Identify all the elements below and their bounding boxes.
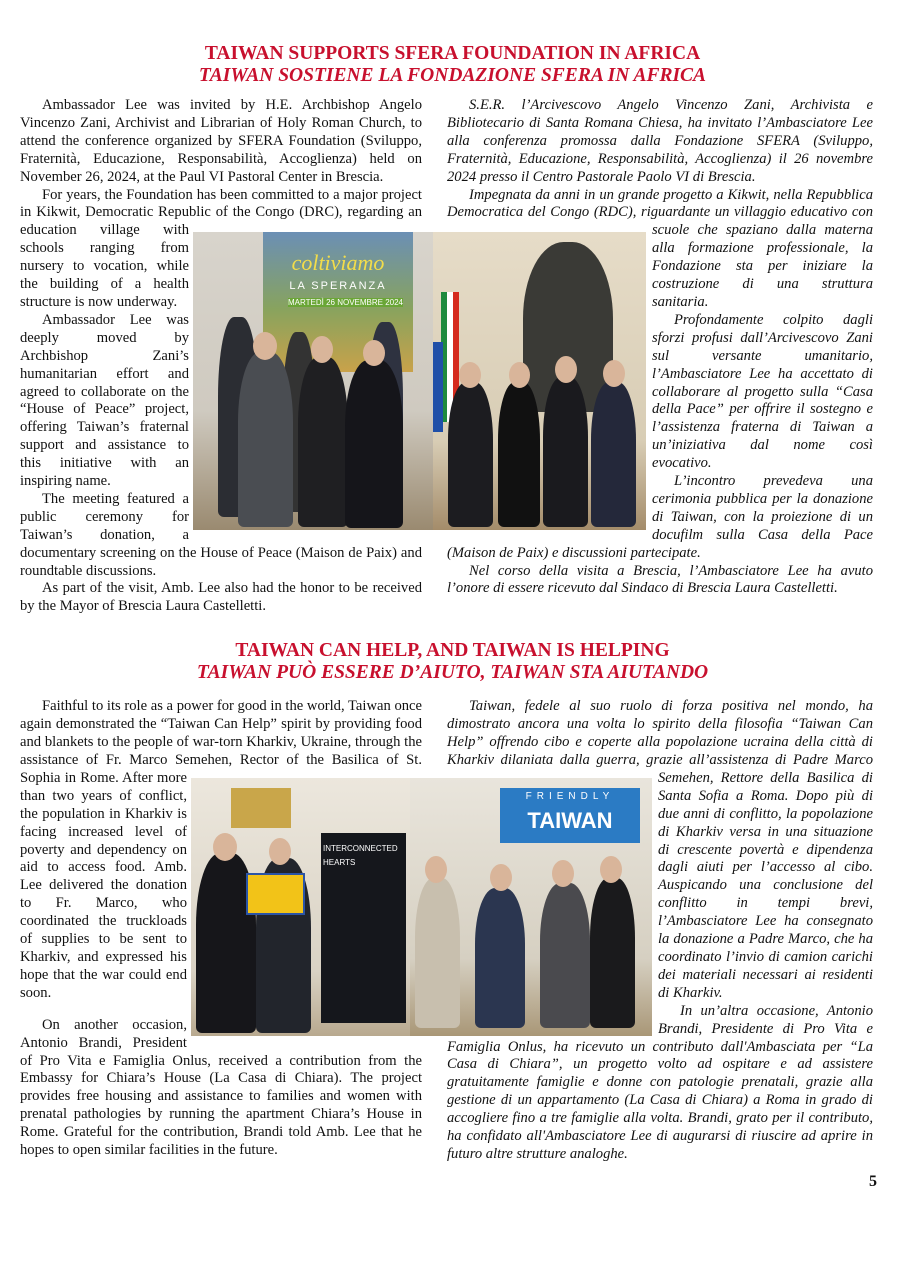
photo-conference-hall (193, 232, 433, 530)
paragraph: Nel corso della visita a Brescia, l’Ambasciatore Lee ha avuto l’onore di essere ricevuto dal Sindaco di Brescia Laura Castelletti. (447, 562, 873, 597)
article1-italian-column (447, 97, 873, 598)
title-english: TAIWAN CAN HELP, AND TAIWAN IS HELPING (235, 640, 670, 662)
poster-text: INTERCONNECTED (323, 844, 398, 854)
paragraph: On another occasion, Antonio Brandi, President of Pro Vita e Famiglia Onlus, received a contribution from the Embassy for Chiara’s House (La Casa di Chiara). The project provides free housing and assistance to families and women with prenatal pathologies by running the apartment Chiara’s House in Rome. Grateful for the contribution, Brandi told Amb. Lee that he hopes to open similar facilities in the future. (20, 1016, 422, 1159)
paragraph: Faithful to its role as a power for good in the world, Taiwan once again demonstrated the “Taiwan Can Help” spirit by providing food and blankets to the people of war-torn Kharkiv, Ukraine, through the assistance of Fr. Marco Semehen, Rector of the Basilica of St. Sophia in Rome. After more than two years of conflict, the population in Kharkiv is facing increased level of poverty and dependency on aid to access food. Amb. Lee delivered the donation to Fr. Marco, who coordinated the truckloads of supplies to be sent to Kharkiv, and expressed his hope that the war could end soon. (20, 698, 422, 1001)
paragraph: Taiwan, fedele al suo ruolo di forza positiva nel mondo, ha dimostrato ancora una volta lo spirito della filosofia “Taiwan Can Help” offrendo cibo e coperte alla popolazione ucraina della città di Kharkiv dilaniata dalla guerra, grazie all’assistenza di Padre Marco Semehen, Rettore della Basilica di Santa Sofia a Roma. Dopo più di due anni di conflitto, la popolazione di Kharkiv versa in una situazione di crescente povertà e dipendenza dagli aiuti per l’accesso al cibo. Auspicando una conclusione del conflitto in tempi brevi, l’Ambasciatore Lee ha consegnato la donazione a Padre Marco, che ha coordinato l’invio di camion carichi dei materiali necessari ai residenti di Kharkiv. (447, 698, 873, 1001)
screen-text: LA SPERANZA (289, 280, 387, 292)
screen-text: MARTEDÌ 26 NOVEMBRE 2024 (288, 298, 404, 307)
page-number: 5 (869, 1172, 877, 1190)
paragraph: As part of the visit, Amb. Lee also had the honor to be received by the Mayor of Brescia Laura Castelletti. (20, 580, 422, 615)
paragraph: In un’altra occasione, Antonio Brandi, Presidente di Pro Vita e Famiglia Onlus, ha ricevuto un contributo dall'Ambasciata per “La Casa di Chiara”, un progetto volto ad ospitare e ad assistere gratuitamente famiglie e donne con patologie prenatali, grazie alla gestione di un appartamento (La Casa di Chiara) a Roma in grado di accogliere fino a tre famiglie alla volta. Brandi, grato per il contributo, ha confidato all'Ambasciatore Lee di augurarsi di riuscire ad aprire in futuro altre strutture analoghe. (447, 1002, 873, 1162)
paragraph: L’incontro prevedeva una cerimonia pubblica per la donazione di Taiwan, con la proiezione di un docufilm sulla Casa della Pace (Maison de Paix) e discussioni partecipate. (447, 473, 873, 561)
poster-text: HEARTS (323, 858, 356, 868)
paragraph: The meeting featured a public ceremony for Taiwan’s donation, a documentary screening on the House of Peace (Maison de Paix) and roundtable discussions. (20, 490, 422, 579)
screen-text: coltiviamo (291, 250, 385, 275)
banner-text: FRIENDLY (525, 791, 615, 803)
photo-statue-group (433, 232, 646, 530)
photo-pro-vita-contribution (410, 778, 652, 1036)
article2-columns (20, 698, 873, 1164)
paragraph: Ambassador Lee was deeply moved by Archbishop Zani’s humanitarian effort and agreed to collaborate on the “House of Peace” project, offering Taiwan’s fraternal support and assistance to this initiative with an inspiring name. (20, 311, 189, 490)
title-english: TAIWAN SUPPORTS SFERA FOUNDATION IN AFRICA (204, 43, 701, 64)
banner-text: TAIWAN (527, 808, 613, 834)
title-italian: TAIWAN SOSTIENE LA FONDAZIONE SFERA IN AFRICA (198, 65, 707, 86)
article1-english-column (20, 97, 422, 616)
article2-english-column (20, 698, 422, 1160)
paragraph: For years, the Foundation has been committed to a major project in Kikwit, Democratic Republic of the Congo (DRC), regarding an education village with schools ranging from nursery to vocation, while the building of a health structure is now underway. (20, 186, 422, 310)
title-italian: TAIWAN PUÒ ESSERE D’AIUTO, TAIWAN STA AIUTANDO (196, 662, 709, 684)
paragraph: Profondamente colpito dagli sforzi profusi dall’Arcivescovo Zani sul versante umanitario, l’Ambasciatore Lee ha accettato di collaborare al progetto sulla “Casa della Pace” per offrire il sostegno e l’assistenza fraterna di Taiwan a un’iniziativa dal nome così evocativo. (652, 311, 873, 472)
article2-italian-column (447, 698, 873, 1164)
article2-title (0, 640, 905, 684)
paragraph: S.E.R. l’Arcivescovo Angelo Vincenzo Zani, Archivista e Bibliotecario di Santa Romana Chiesa, ha invitato l’Ambasciatore Lee alla conferenza promossa dalla Fondazione SFERA (Sviluppo, Fraternità, Educazione, Responsabilità, Accoglienza) il 26 novembre 2024 presso il Centro Pastorale Paolo VI di Brescia. (447, 97, 873, 185)
article1-columns (20, 97, 873, 616)
photo-kharkiv-donation (191, 778, 410, 1036)
paragraph: Impegnata da anni in un grande progetto a Kikwit, nella Repubblica Democratica del Congo (RDC), riguardante un villaggio educativo con scuole che spaziano dalla materna alla formazione professionale, la Fondazione sta per iniziare la costruzione di una struttura sanitaria. (447, 186, 873, 310)
paragraph: Ambassador Lee was invited by H.E. Archbishop Angelo Vincenzo Zani, Archivist and Librarian of Holy Roman Church, to attend the conference organized by SFERA Foundation (Sviluppo, Fraternità, Educazione, Responsabilità, Accoglienza) held on November 26, 2024, at the Paul VI Pastoral Center in Brescia. (20, 97, 422, 185)
article1-title (0, 43, 905, 87)
